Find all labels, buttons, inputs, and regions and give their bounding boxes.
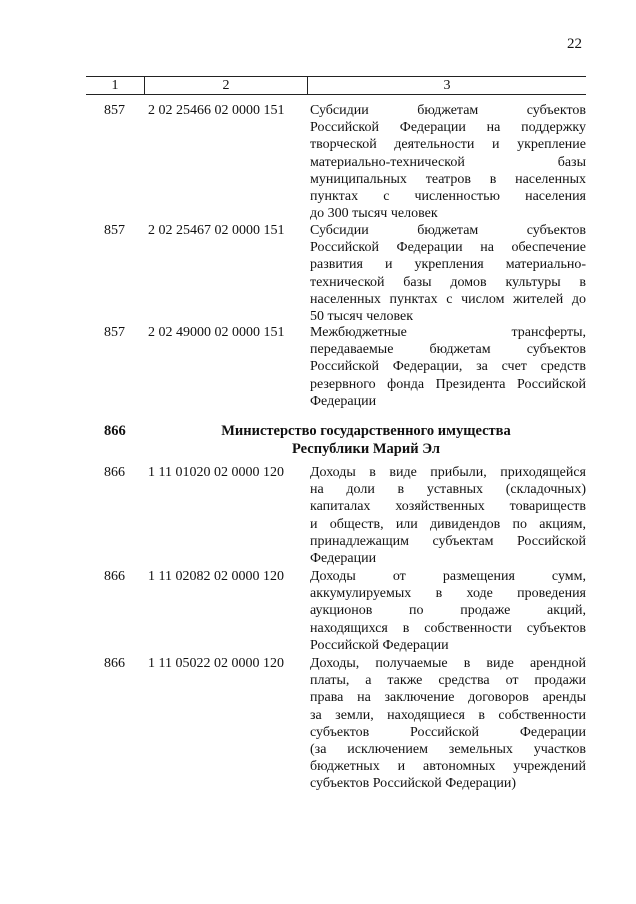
description-line: передаваемые бюджетам субъектов xyxy=(310,342,586,358)
budget-classification-code: 2 02 25466 02 0000 151 xyxy=(148,103,285,118)
description-line: технической базы домов культуры в xyxy=(310,274,586,290)
description-line: на доли в уставных (складочных) xyxy=(310,482,586,498)
description-line: Доходы, получаемые в виде арендной xyxy=(310,656,586,671)
description-line: Российской Федерации на обеспечение xyxy=(310,240,586,256)
description-line: резервного фонда Президента Российской xyxy=(310,376,586,392)
admin-code: 857 xyxy=(104,103,125,118)
budget-classification-code: 1 11 05022 02 0000 120 xyxy=(148,656,284,671)
section-title-line-1: Министерство государственного имущества xyxy=(221,423,511,439)
page-number: 22 xyxy=(567,36,582,52)
table-header xyxy=(86,76,586,95)
description-line: Субсидии бюджетам субъектов xyxy=(310,223,586,238)
description-line: Российской Федерации, за счет средств xyxy=(310,359,586,375)
income-description xyxy=(310,655,586,793)
description-line: Межбюджетные трансферты, xyxy=(310,325,586,340)
description-line: 50 тысяч человек xyxy=(310,308,414,324)
budget-classification-code: 2 02 49000 02 0000 151 xyxy=(148,325,285,340)
description-line: Доходы от размещения сумм, xyxy=(310,569,586,584)
description-line: аккумулируемых в ходе проведения xyxy=(310,586,586,602)
description-line: пунктах с численностью населения xyxy=(310,188,586,204)
budget-classification-code: 1 11 01020 02 0000 120 xyxy=(148,465,284,480)
admin-code: 866 xyxy=(104,465,125,480)
description-line: Федерации xyxy=(310,550,377,566)
description-line: платы, а также средства от продажи xyxy=(310,673,586,689)
section-title xyxy=(176,422,556,458)
description-line: Федерации xyxy=(310,393,377,409)
description-line: материально-технической базы xyxy=(310,154,586,170)
description-line: Субсидии бюджетам субъектов xyxy=(310,103,586,118)
admin-code: 866 xyxy=(104,656,125,671)
description-line: населенных пунктах с числом жителей до xyxy=(310,291,586,307)
description-line: находящихся в собственности субъектов xyxy=(310,620,586,636)
description-line: за земли, находящиеся в собственности xyxy=(310,707,586,723)
header-col-3: 3 xyxy=(443,78,451,93)
admin-code: 857 xyxy=(104,223,125,238)
description-line: развития и укрепления материально- xyxy=(310,257,586,273)
section-title-line-2: Республики Марий Эл xyxy=(292,441,440,457)
description-line: и обществ, или дивидендов по акциям, xyxy=(310,516,586,532)
description-line: субъектов Российской Федерации) xyxy=(310,776,517,792)
income-description xyxy=(310,568,586,654)
description-line: до 300 тысяч человек xyxy=(310,206,438,222)
income-description xyxy=(310,102,586,222)
income-description xyxy=(310,324,586,410)
admin-code: 857 xyxy=(104,325,125,340)
description-line: Российской Федерации на поддержку xyxy=(310,120,586,136)
header-col-2: 2 xyxy=(145,77,308,94)
header-col-1: 1 xyxy=(86,77,145,94)
description-line: муниципальных театров в населенных xyxy=(310,171,586,187)
description-line: капиталах хозяйственных товариществ xyxy=(310,499,586,515)
description-line: принадлежащим субъектам Российской xyxy=(310,533,586,549)
description-line: аукционов по продаже акций, xyxy=(310,603,586,619)
description-line: Российской Федерации xyxy=(310,637,449,653)
description-line: права на заключение договоров аренды xyxy=(310,690,586,706)
description-line: творческой деятельности и укрепление xyxy=(310,137,586,153)
income-description xyxy=(310,222,586,325)
section-admin-code: 866 xyxy=(104,423,126,439)
income-description xyxy=(310,464,586,567)
description-line: субъектов Российской Федерации xyxy=(310,724,586,740)
budget-classification-code: 1 11 02082 02 0000 120 xyxy=(148,569,284,584)
admin-code: 866 xyxy=(104,569,125,584)
budget-classification-code: 2 02 25467 02 0000 151 xyxy=(148,223,285,238)
description-line: (за исключением земельных участков xyxy=(310,741,586,757)
description-line: бюджетных и автономных учреждений xyxy=(310,759,586,775)
description-line: Доходы в виде прибыли, приходящейся xyxy=(310,465,586,480)
